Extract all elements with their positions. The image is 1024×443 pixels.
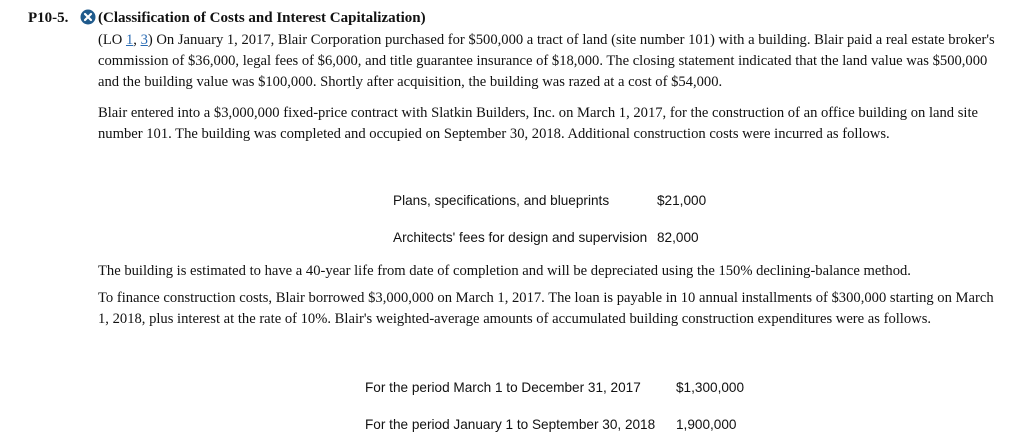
- construction-costs-table: [393, 182, 706, 256]
- problem-number: P10-5.: [28, 10, 69, 26]
- cost-label: Architects' fees for design and supervision: [393, 230, 648, 245]
- paragraph-construction-contract: Blair entered into a $3,000,000 fixed-price contract with Slatkin Builders, Inc. on March 1, 2017, for the construction of an office building on land site number 101. The building was completed and occupied on September 30, 2018. Additional construction costs were incurred as follows.: [98, 105, 979, 142]
- table-row: [393, 219, 706, 256]
- cost-amount: $21,000: [657, 193, 707, 208]
- table-row: [365, 406, 744, 443]
- problem-title: (Classification of Costs and Interest Capitalization): [98, 10, 426, 26]
- expenditure-amount: 1,900,000: [676, 417, 737, 432]
- paragraph-depreciation: The building is estimated to have a 40-year life from date of completion and will be depreciated using the 150% declining-balance method.: [98, 263, 911, 279]
- expenditure-amount: $1,300,000: [676, 380, 745, 395]
- cost-label: Plans, specifications, and blueprints: [393, 193, 610, 208]
- x-circle-icon[interactable]: [80, 9, 96, 25]
- cost-amount: 82,000: [657, 230, 699, 245]
- expenditure-label: For the period January 1 to September 30, 2018: [365, 417, 656, 432]
- paragraph-financing: To finance construction costs, Blair borrowed $3,000,000 on March 1, 2017. The loan is payable in 10 annual installments of $300,000 starting on March 1, 2018, plus interest at the rate of 10%. Blair's weighted-average amounts of accumulated building construction expenditures were as follows.: [98, 290, 994, 327]
- table-row: [393, 182, 706, 219]
- expenditure-label: For the period March 1 to December 31, 2017: [365, 380, 641, 395]
- paragraph-land-purchase-text: ) On January 1, 2017, Blair Corporation purchased for $500,000 a tract of land (site number 101) with a building. Blair paid a real estate broker's commission of $36,000, legal fees of $6,000, and title guarantee insurance of $18,000. The closing statement indicated that the land value was $500,000 and the building value was $100,000. Shortly after acquisition, the building was razed at a cost of $54,000.: [98, 32, 995, 90]
- lo-link-1[interactable]: 1: [125, 32, 134, 48]
- table-row: [365, 369, 744, 406]
- lo-separator: ,: [133, 32, 141, 48]
- paragraph-land-purchase: [98, 30, 1003, 93]
- expenditures-table: [365, 369, 744, 443]
- lo-link-3[interactable]: 3: [140, 32, 148, 48]
- lo-open: (LO: [98, 32, 126, 48]
